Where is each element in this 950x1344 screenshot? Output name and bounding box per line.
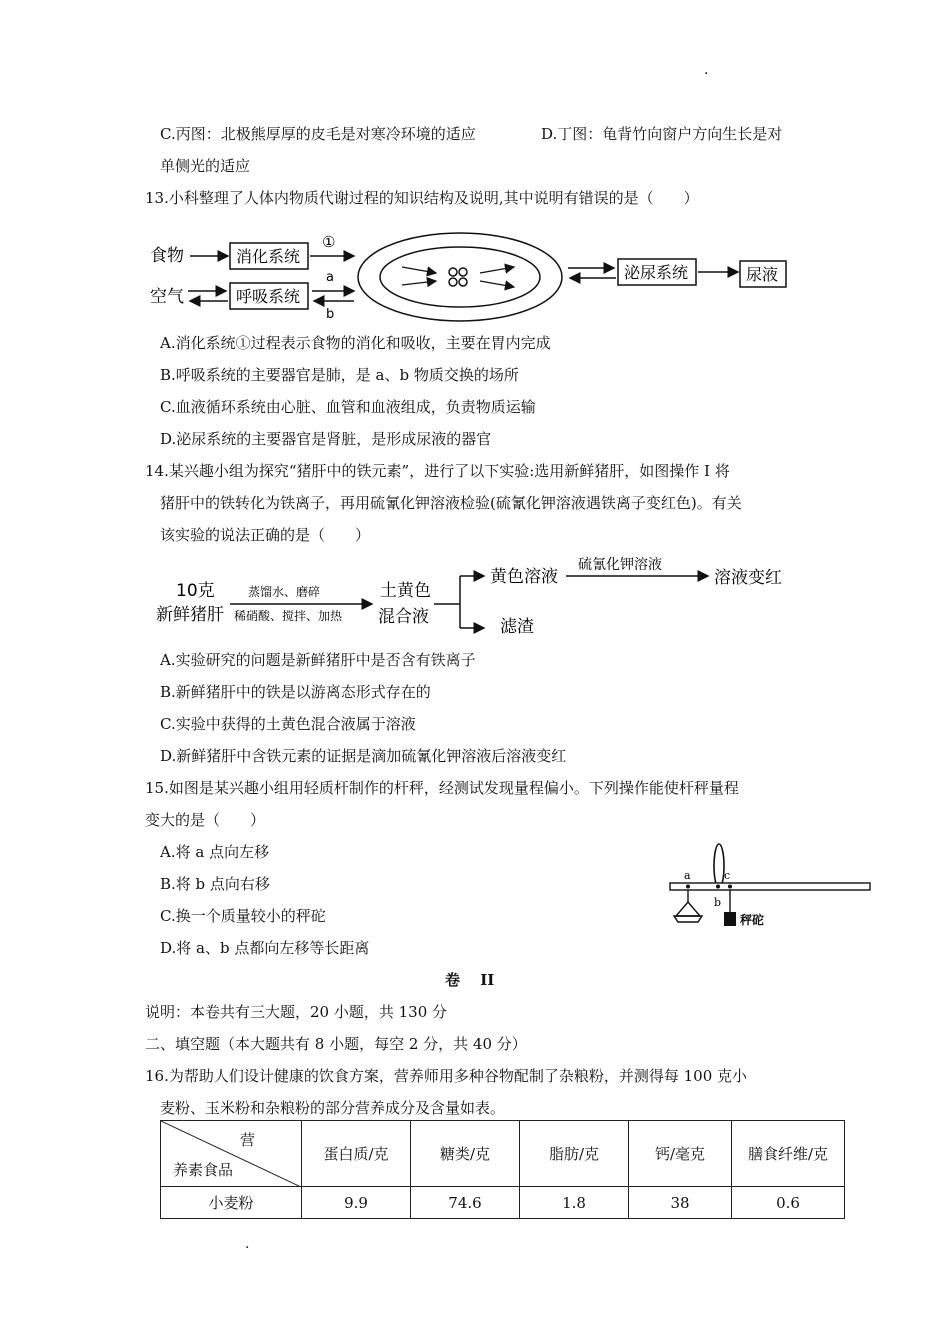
food-label: 食物	[150, 246, 184, 266]
row-food-name: 小麦粉	[161, 1187, 302, 1219]
section-title: 卷 II	[445, 971, 495, 989]
weight-label: 秤砣	[740, 913, 765, 927]
cell-fiber: 0.6	[732, 1187, 845, 1219]
step-bottom-label: 稀硝酸、搅拌、加热	[234, 609, 343, 623]
reagent-label: 硫氰化钾溶液	[578, 557, 662, 573]
corner-bottom-label: 养素食品	[173, 1161, 234, 1179]
urinary-label: 泌尿系统	[624, 263, 689, 282]
pan-icon	[676, 902, 700, 916]
header-protein: 蛋白质/克	[302, 1121, 411, 1187]
solution-red-label: 溶液变红	[714, 568, 782, 588]
q15-option-c: C.换一个质量较小的秤砣	[160, 907, 326, 925]
liver-experiment-diagram	[150, 552, 790, 642]
q14-stem-1: 14.某兴趣小组为探究“猪肝中的铁元素”，进行了以下实验:选用新鲜猪肝，如图操作 I 将	[145, 462, 730, 480]
nutrition-table	[160, 1120, 845, 1219]
q14-stem-3: 该实验的说法正确的是（ ）	[160, 526, 371, 544]
header-calcium: 钙/毫克	[629, 1121, 732, 1187]
header-fiber: 膳食纤维/克	[732, 1121, 845, 1187]
header-sugar: 糖类/克	[411, 1121, 520, 1187]
cells-icon	[449, 268, 467, 286]
step-top-label: 蒸馏水、磨碎	[248, 585, 321, 599]
q13-option-b: B.呼吸系统的主要器官是肺，是 a、b 物质交换的场所	[160, 366, 519, 384]
steelyard-diagram	[664, 842, 876, 932]
weight-icon	[724, 912, 736, 926]
q13-stem: 13.小科整理了人体内物质代谢过程的知识结构及说明,其中说明有错误的是（ ）	[145, 189, 699, 207]
table-header-row	[161, 1121, 845, 1187]
mixture-label-1: 土黄色	[380, 581, 431, 601]
q16-stem-1: 16.为帮助人们设计健康的饮食方案，营养师用多种谷物配制了杂粮粉，并测得每 100 克小	[145, 1067, 748, 1085]
digestive-label: 消化系统	[236, 247, 301, 266]
q14-option-a: A.实验研究的问题是新鲜猪肝中是否含有铁离子	[160, 651, 476, 669]
corner-top-label: 营	[239, 1131, 255, 1149]
q14-option-b: B.新鲜猪肝中的铁是以游离态形式存在的	[160, 683, 431, 701]
residue-label: 滤渣	[500, 617, 534, 637]
q15-stem-1: 15.如图是某兴趣小组用轻质杆制作的杆秤，经测试发现量程偏小。下列操作能使杆秤量程	[145, 779, 739, 797]
mixture-label-2: 混合液	[378, 607, 429, 627]
air-label: 空气	[150, 287, 184, 307]
top-dot: .	[704, 62, 709, 78]
q13-option-a: A.消化系统①过程表示食物的消化和吸收，主要在胃内完成	[160, 334, 551, 352]
steelyard-beam	[670, 883, 870, 890]
point-a-label: a	[684, 869, 691, 882]
yellow-solution-label: 黄色溶液	[490, 567, 558, 587]
point-c-label: c	[724, 869, 731, 882]
q12-option-d: D.丁图：龟背竹向窗户方向生长是对	[541, 125, 783, 143]
q14-stem-2: 猪肝中的铁转化为铁离子，再用硫氰化钾溶液检验(硫氰化钾溶液遇铁离子变红色)。有关	[160, 494, 742, 512]
q15-option-a: A.将 a 点向左移	[160, 843, 270, 861]
exchange-b-label: b	[326, 307, 335, 322]
q12-option-d-cont: 单侧光的适应	[160, 157, 251, 175]
cell-calcium: 38	[629, 1187, 732, 1219]
bottom-dot: .	[245, 1236, 250, 1252]
urine-label: 尿液	[746, 265, 779, 284]
liver-amount: 10克	[176, 581, 215, 601]
q13-option-d: D.泌尿系统的主要器官是肾脏，是形成尿液的器官	[160, 430, 492, 448]
q15-option-b: B.将 b 点向右移	[160, 875, 270, 893]
cell-fat: 1.8	[520, 1187, 629, 1219]
q13-option-c: C.血液循环系统由心脏、血管和血液组成，负责物质运输	[160, 398, 536, 416]
q15-option-d: D.将 a、b 点都向左移等长距离	[160, 939, 370, 957]
respiratory-label: 呼吸系统	[236, 287, 301, 306]
q14-option-c: C.实验中获得的土黄色混合液属于溶液	[160, 715, 416, 733]
q16-stem-2: 麦粉、玉米粉和杂粮粉的部分营养成分及含量如表。	[160, 1099, 506, 1117]
q12-option-c: C.丙图：北极熊厚厚的皮毛是对寒冷环境的适应	[160, 125, 476, 143]
metabolism-diagram	[140, 225, 800, 325]
exchange-a-label: a	[326, 270, 334, 285]
q15-stem-2: 变大的是（ ）	[145, 811, 266, 829]
table-row	[161, 1187, 845, 1219]
process-one-label: ①	[322, 233, 336, 251]
cell-sugar: 74.6	[411, 1187, 520, 1219]
header-fat: 脂肪/克	[520, 1121, 629, 1187]
cell-protein: 9.9	[302, 1187, 411, 1219]
point-b-label: b	[714, 896, 722, 909]
liver-label: 新鲜猪肝	[156, 605, 224, 625]
fill-in-heading: 二、填空题（本大题共有 8 小题，每空 2 分，共 40 分）	[145, 1035, 527, 1053]
q14-option-d: D.新鲜猪肝中含铁元素的证据是滴加硫氰化钾溶液后溶液变红	[160, 747, 567, 765]
corner-cell	[161, 1121, 302, 1187]
section-note: 说明：本卷共有三大题，20 小题，共 130 分	[145, 1003, 448, 1021]
